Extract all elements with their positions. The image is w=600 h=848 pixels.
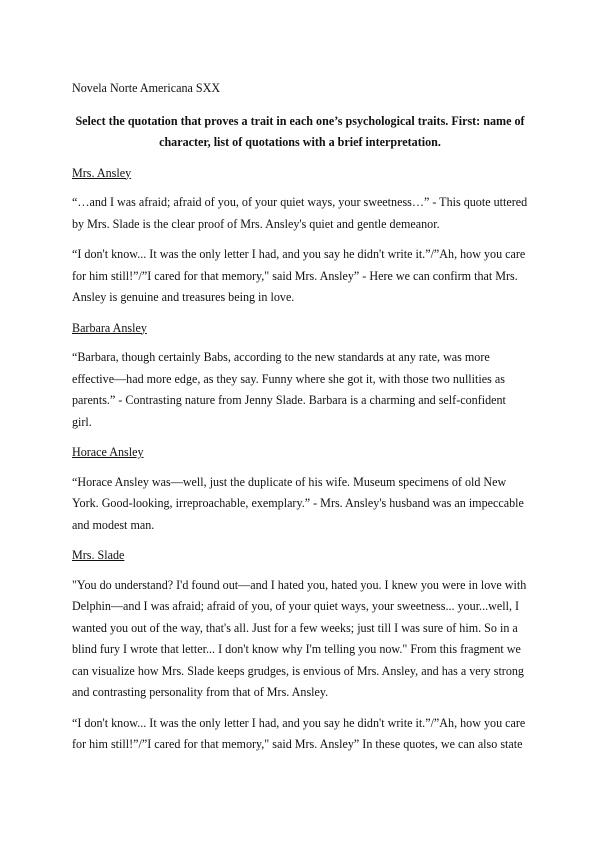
quote-paragraph: "You do understand? I'd found out—and I hated you, hated you. I knew you were in love with Delphin—and I was afraid; afraid of you, of your quiet ways, your sweetness... your...well, I wanted you out of the way, that's all. Just for a few weeks; just till I was sure of him. So in a blind fury I wrote that letter... I don't know why I'm telling you now." From this fragment we can visualize how Mrs. Slade keeps grudges, is envious of Mrs. Ansley, and has a very strong and contrasting personality from that of Mrs. Ansley. xyxy=(72,577,527,699)
quote-paragraph: “…and I was afraid; afraid of you, of your quiet ways, your sweetness…” - This quote uttered by Mrs. Slade is the clear proof of Mrs. Ansley's quiet and gentle demeanor. xyxy=(72,195,528,231)
document-title: Novela Norte Americana SXX xyxy=(72,81,221,95)
document-page xyxy=(72,78,528,765)
quote-paragraph: “Barbara, though certainly Babs, according to the new standards at any rate, was more effective—had more edge, as they say. Funny where she got it, with those two nullities as parents.” - Contrasting nature from Jenny Slade. Barbara is a charming and self-confident girl. xyxy=(72,350,506,429)
quote-paragraph: “I don't know... It was the only letter I had, and you say he didn't write it.”/”Ah, how you care for him still!”/”I cared for that memory," said Mrs. Ansley” In these quotes, we can also state xyxy=(72,715,526,751)
assignment-heading: Select the quotation that proves a trait in each one’s psychological traits. First: name of character, list of quotations with a brief interpretation. xyxy=(75,113,525,149)
quote-paragraph: “I don't know... It was the only letter I had, and you say he didn't write it.”/”Ah, how you care for him still!”/”I cared for that memory," said Mrs. Ansley” - Here we can confirm that Mrs. Ansley is genuine and treasures being in love. xyxy=(72,247,526,304)
character-name-barbara-ansley: Barbara Ansley xyxy=(72,320,147,335)
character-name-mrs-ansley: Mrs. Ansley xyxy=(72,165,132,180)
character-name-mrs-slade: Mrs. Slade xyxy=(72,548,125,562)
quote-paragraph: “Horace Ansley was—well, just the duplicate of his wife. Museum specimens of old New York. Good-looking, irreproachable, exemplary.” - Mrs. Ansley's husband was an impeccable and modest man. xyxy=(72,474,524,532)
character-name-horace-ansley: Horace Ansley xyxy=(72,445,144,459)
